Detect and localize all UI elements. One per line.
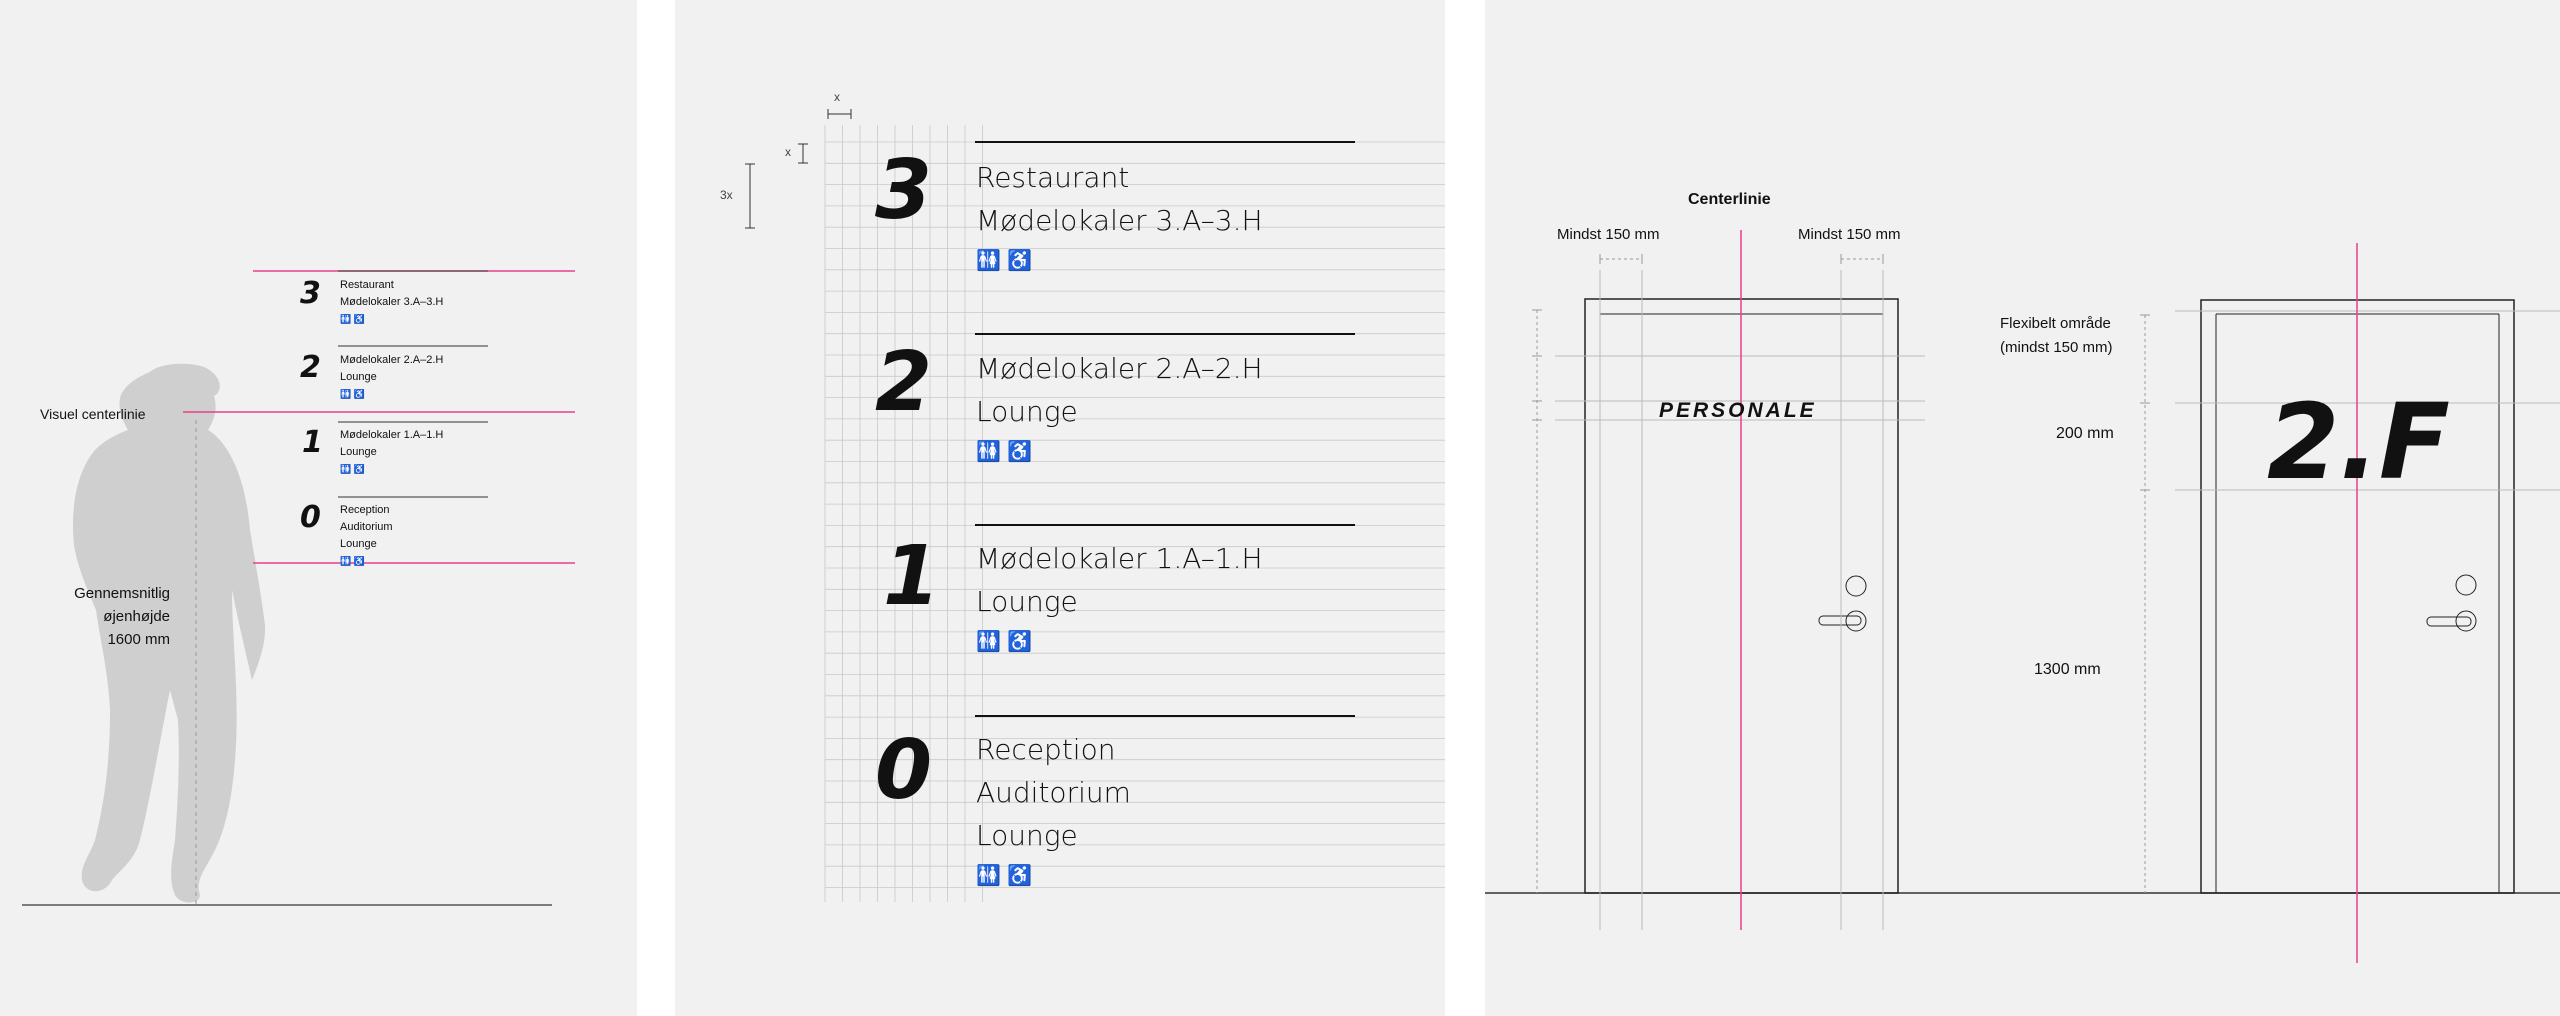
mini-floor-0-line1: Reception [340,504,390,516]
eye-height-label [40,582,170,651]
flex-area-line2: (mindst 150 mm) [2000,339,2113,356]
mini-floor-3-icons: 🚻 ♿ [340,314,365,324]
grid-unit-3x: 3x [720,188,733,202]
floor-1-text [976,537,1263,659]
floor-2-icons: 🚻 ♿ [976,439,1033,463]
mini-floor-1-icons: 🚻 ♿ [340,464,365,474]
door-number-sign: 2.F [2267,381,2450,503]
floor-number-0: 0 [875,723,933,818]
flex-area-label [2000,312,2113,360]
mini-floor-number-2: 2 [300,350,321,385]
door-sign-personale: PERSONALE [1659,399,1817,422]
mini-floor-1-line2: Lounge [340,446,377,458]
floor-2-text [976,347,1263,469]
floor-1-line1: Mødelokaler 1.A–1.H [976,542,1263,575]
eye-height-line1: Gennemsnitlig [74,585,170,602]
floor-1-line2: Lounge [976,585,1078,618]
min-right-label: Mindst 150 mm [1798,226,1901,243]
floor-1-icons: 🚻 ♿ [976,629,1033,653]
mini-floor-1-line1: Mødelokaler 1.A–1.H [340,429,444,441]
floor-0-icons: 🚻 ♿ [976,863,1033,887]
mini-floor-number-0: 0 [300,500,321,535]
door-elevation-drawing [1485,0,2560,1016]
floor-number-1: 1 [883,529,941,624]
min-left-label: Mindst 150 mm [1557,226,1660,243]
floor-0-line3: Lounge [976,819,1078,852]
floor-0-text [976,728,1131,893]
eye-height-line3: 1600 mm [107,631,170,648]
grid-unit-x-top: x [834,90,840,104]
left-guide-lines [1555,270,1925,930]
grid-system-panel [675,0,1445,1016]
height-1300-label: 1300 mm [2034,661,2101,678]
door-placement-panel [1485,0,2560,1016]
mini-floor-2-text [340,352,443,403]
floor-number-2: 2 [875,335,933,430]
visual-centerline-label: Visuel centerlinie [40,406,146,422]
mini-floor-number-3: 3 [300,276,321,311]
mini-floor-0-line2: Auditorium [340,521,393,533]
height-200-label: 200 mm [2056,425,2114,442]
floor-3-icons: 🚻 ♿ [976,248,1033,272]
floor-2-line2: Lounge [976,395,1078,428]
flex-area-line1: Flexibelt område [2000,315,2111,332]
floor-0-line1: Reception [976,733,1116,766]
floor-number-3: 3 [875,143,933,238]
mini-floor-3-line2: Mødelokaler 3.A–3.H [340,296,444,308]
mini-floor-2-icons: 🚻 ♿ [340,389,365,399]
floor-3-line2: Mødelokaler 3.A–3.H [976,204,1263,237]
floor-0-line2: Auditorium [976,776,1131,809]
eye-height-panel [0,0,637,1016]
mini-floor-3-text [340,277,443,328]
grid-unit-x-left: x [785,145,791,159]
mini-floor-2-line2: Lounge [340,371,377,383]
floor-2-line1: Mødelokaler 2.A–2.H [976,352,1263,385]
mini-floor-0-line3: Lounge [340,538,377,550]
mini-floor-2-line1: Mødelokaler 2.A–2.H [340,354,444,366]
mini-floor-3-line1: Restaurant [340,279,394,291]
mini-floor-0-text [340,502,393,570]
mini-floor-0-icons: 🚻 ♿ [340,556,365,566]
floor-3-line1: Restaurant [976,161,1130,194]
mini-floor-number-1: 1 [302,425,323,460]
mini-floor-1-text [340,427,443,478]
floor-3-text [976,156,1263,278]
eye-height-line2: øjenhøjde [103,608,170,625]
centerline-label: Centerlinie [1688,191,1771,208]
